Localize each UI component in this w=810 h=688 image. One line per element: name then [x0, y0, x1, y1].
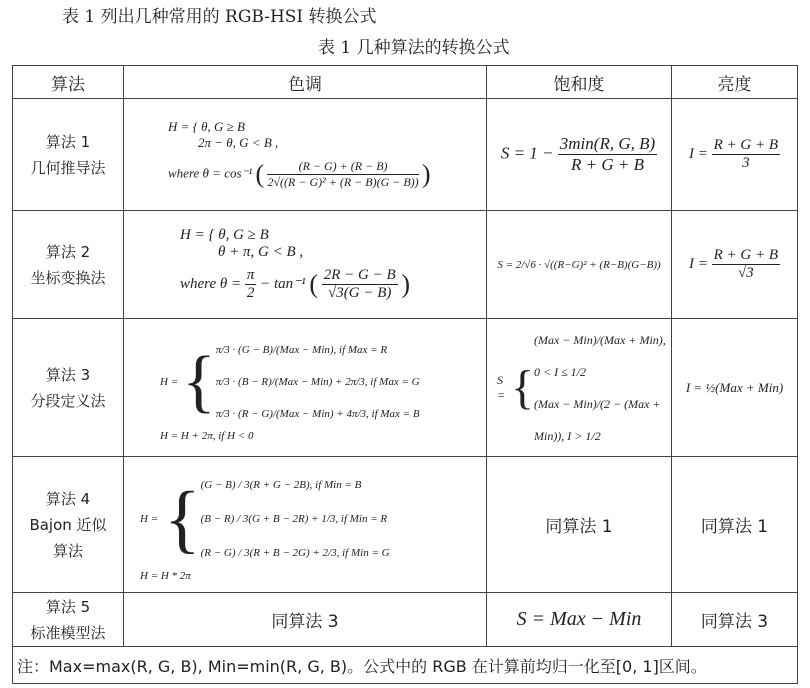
hue-case-1: π/3 · (G − B)/(Max − Min), if Max = R: [215, 343, 388, 356]
pi-numerator: π: [246, 267, 255, 283]
header-algorithm: 算法: [13, 66, 124, 99]
algorithm-label: 标准模型法: [30, 623, 106, 642]
hue-lhs: H =: [160, 375, 179, 388]
saturation-formula: S = { (Max − Min)/(Max + Min), 0 < I ≤ 1/2 (Max − Min)/(2 − (Max + Min)), I > 1/2: [487, 319, 672, 457]
table-title: 表 1 几种算法的转换公式: [318, 38, 510, 58]
table-row: [13, 593, 798, 647]
table-row: [13, 457, 798, 593]
saturation-lhs: S = 1 −: [500, 143, 554, 163]
luminance-reference: 同算法 3: [700, 612, 769, 632]
hue-case-1: (G − B) / 3(R + G − 2B), if Min = B: [200, 478, 362, 491]
hue-formula: H = { θ, G ≥ B 2π − θ, G < B , where θ = cos⁻¹ ( $\frac{(R - G) + (R - B)}{\text{2√((R − G)² + (R − B)(G − B))}}$ ): [124, 99, 487, 211]
hue-case-2: θ + π, G < B ,: [218, 244, 304, 260]
saturation-expression: S = Max − Min: [516, 608, 642, 630]
algorithm-label-cont: 算法: [52, 541, 83, 560]
algorithm-number: 算法 5: [45, 597, 91, 616]
algorithm-name: [13, 319, 124, 457]
saturation-formula: [487, 99, 672, 211]
saturation-case-1: (Max − Min)/(Max + Min), 0 < I ≤ 1/2: [533, 332, 666, 379]
hue-where-clause: where θ =: [180, 275, 242, 292]
luminance-denominator: √3: [737, 265, 754, 281]
saturation-formula: [487, 457, 672, 593]
hue-wrap-rule: H = H + 2π, if H < 0: [160, 429, 254, 442]
hue-reference: 同算法 3: [271, 612, 339, 632]
saturation-formula: [487, 211, 672, 319]
hue-formula: H = { (G − B) / 3(R + G − 2B), if Min = B (B − R) / 3(G + B − 2R) + 1/3, if Min = R (R − G) / 3(R + B − 2G) + 2/3, if Min = G H = H * 2π: [124, 457, 487, 593]
table-row: [13, 99, 798, 211]
algorithm-number: 算法 1: [45, 132, 91, 151]
luminance-numerator: R + G + B: [713, 247, 779, 263]
luminance-reference: 同算法 1: [700, 517, 769, 537]
saturation-numerator: 3min(R, G, B): [559, 134, 656, 153]
hue-lhs: H =: [140, 512, 159, 525]
algorithm-name: [13, 457, 124, 593]
saturation-case-2: (Max − Min)/(2 − (Max + Min)), I > 1/2: [533, 396, 661, 443]
saturation-expression: S = 2/√6 · √((R−G)² + (R−B)(G−B)): [497, 258, 661, 271]
luminance-formula: [672, 593, 798, 647]
table-row: [13, 211, 798, 319]
algorithm-number: 算法 3: [45, 365, 91, 384]
hue-denominator: 2√((R − G)² + (R − B)(G − B)): [267, 175, 419, 189]
table-note: 注：Max=max(R, G, B), Min=min(R, G, B)。公式中的 RGB 在计算前均归一化至[0, 1]区间。: [13, 647, 798, 684]
luminance-formula: [672, 457, 798, 593]
saturation-lhs: S =: [497, 372, 506, 402]
header-hue: 色调: [124, 66, 487, 99]
luminance-formula: [672, 99, 798, 211]
algorithm-name: [13, 99, 124, 211]
hue-numerator: (R − G) + (R − B): [267, 159, 418, 175]
saturation-denominator: R + G + B: [570, 155, 644, 174]
header-luminance: 亮度: [672, 66, 798, 99]
algorithm-name: [13, 211, 124, 319]
hue-scale-rule: H = H * 2π: [140, 569, 191, 582]
hue-case-1: H = { θ, G ≥ B: [180, 227, 269, 243]
algorithm-label: 坐标变换法: [30, 268, 106, 287]
hue-case-3: (R − G) / 3(R + B − 2G) + 2/3, if Min = G: [200, 546, 390, 559]
hue-case-3: π/3 · (R − G)/(Max − Min) + 4π/3, if Max = B: [215, 407, 420, 420]
note-row: [13, 647, 798, 684]
saturation-formula: [487, 593, 672, 647]
saturation-reference: 同算法 1: [545, 517, 613, 537]
hue-where-clause: where θ = cos⁻¹: [168, 165, 253, 181]
luminance-denominator: 3: [742, 155, 750, 171]
hue-numerator: 2R − G − B: [323, 267, 396, 283]
table-row: [13, 319, 798, 457]
table-header-row: [13, 66, 798, 99]
formula-table: [12, 65, 798, 684]
algorithm-number: 算法 2: [45, 242, 91, 261]
algorithm-label: Bajon 近似: [29, 515, 107, 534]
luminance-expression: I = ½(Max + Min): [685, 379, 784, 395]
hue-case-2: 2π − θ, G < B ,: [198, 135, 279, 150]
hue-case-2: π/3 · (B − R)/(Max − Min) + 2π/3, if Max = G: [215, 375, 420, 388]
hue-case-2: (B − R) / 3(G + B − 2R) + 1/3, if Min = R: [200, 512, 388, 525]
arctan-term: − tan⁻¹: [260, 275, 306, 292]
luminance-lhs: I =: [688, 145, 708, 162]
hue-formula: H = { θ, G ≥ B θ + π, G < B , where θ = $\frac{\pi}{2}$ − tan⁻¹ ( $\frac{2R - G - B}{√3(G - B)}$ ): [124, 211, 487, 319]
luminance-numerator: R + G + B: [713, 137, 779, 153]
luminance-formula: [672, 319, 798, 457]
luminance-formula: [672, 211, 798, 319]
hue-formula: H = { π/3 · (G − B)/(Max − Min), if Max = R π/3 · (B − R)/(Max − Min) + 2π/3, if Max = G π/3 · (R − G)/(Max − Min) + 4π/3, if Max = B H = H + 2π, if H < 0: [124, 319, 487, 457]
algorithm-label: 几何推导法: [30, 158, 106, 177]
hue-denominator: √3(G − B): [328, 285, 392, 301]
algorithm-label: 分段定义法: [30, 391, 106, 410]
hue-case-1: H = { θ, G ≥ B: [168, 119, 245, 134]
luminance-lhs: I =: [688, 255, 708, 272]
pi-denominator: 2: [246, 285, 255, 301]
header-saturation: 饱和度: [487, 66, 672, 99]
document-caption: 表 1 列出几种常用的 RGB-HSI 转换公式: [62, 7, 377, 27]
algorithm-number: 算法 4: [45, 489, 91, 508]
algorithm-name: [13, 593, 124, 647]
hue-formula: [124, 593, 487, 647]
